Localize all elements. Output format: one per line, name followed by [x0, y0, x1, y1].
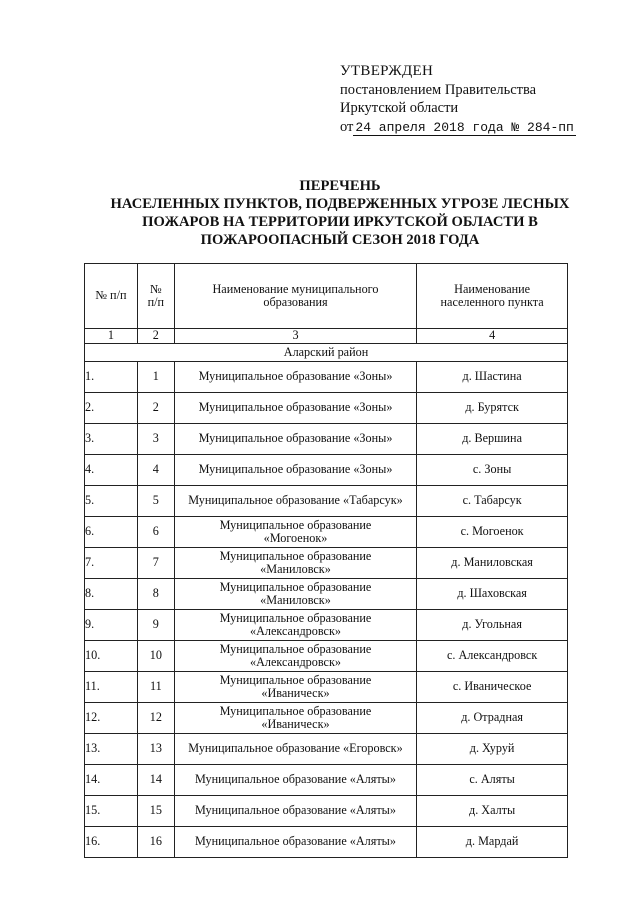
row-local-number: 1: [137, 362, 174, 393]
municipality-line-2: «Иваническ»: [261, 686, 330, 700]
municipality-line-2: «Иваническ»: [261, 717, 330, 731]
municipality-line-1: Муниципальное образование «Зоны»: [198, 369, 393, 384]
row-settlement: д. Бурятск: [417, 393, 568, 424]
municipality-line-1: Муниципальное образование: [219, 548, 372, 563]
row-settlement: д. Угольная: [417, 610, 568, 641]
municipality-line-1: Муниципальное образование: [219, 641, 372, 656]
row-settlement: д. Шаховская: [417, 579, 568, 610]
row-local-number: 13: [137, 734, 174, 765]
row-local-number: 2: [137, 393, 174, 424]
municipality-line-1: Муниципальное образование: [219, 517, 372, 532]
municipality-line-2: «Александровск»: [249, 655, 341, 669]
row-municipality: [174, 455, 416, 486]
row-overall-number: 13.: [85, 734, 138, 765]
row-overall-number: 3.: [85, 424, 138, 455]
row-overall-number: 8.: [85, 579, 138, 610]
municipality-line-1: Муниципальное образование «Аляты»: [195, 803, 396, 818]
municipality-line-1: Муниципальное образование «Аляты»: [195, 772, 396, 787]
approval-line-1: постановлением Правительства: [340, 81, 537, 98]
header-local-number-line-1: №: [149, 281, 162, 296]
municipality-line-1: Муниципальное образование «Егоровск»: [188, 741, 403, 756]
row-settlement: с. Иваническое: [417, 672, 568, 703]
row-local-number: 14: [137, 765, 174, 796]
table-row: [85, 579, 568, 610]
row-overall-number: 1.: [85, 362, 138, 393]
table-row: [85, 827, 568, 858]
row-local-number: 8: [137, 579, 174, 610]
table-header-row: [85, 264, 568, 329]
approval-date-prefix: от: [340, 118, 354, 135]
title-line-1: ПЕРЕЧЕНЬ: [299, 178, 381, 194]
row-settlement: д. Шастина: [417, 362, 568, 393]
row-settlement: с. Зоны: [417, 455, 568, 486]
row-local-number: 6: [137, 517, 174, 548]
row-settlement: с. Могоенок: [417, 517, 568, 548]
row-local-number: 5: [137, 486, 174, 517]
column-numbers-row: [85, 329, 568, 344]
table-row: [85, 548, 568, 579]
approval-date-line: [340, 118, 576, 137]
header-settlement: [417, 264, 568, 329]
header-municipality: [174, 264, 416, 329]
row-local-number: 4: [137, 455, 174, 486]
column-number: 4: [417, 329, 568, 344]
header-municipality-line-1: Наименование муниципального: [212, 281, 379, 296]
row-overall-number: 7.: [85, 548, 138, 579]
row-municipality: [174, 734, 416, 765]
district-name: Аларский район: [85, 344, 568, 362]
title-line-2: НАСЕЛЕННЫХ ПУНКТОВ, ПОДВЕРЖЕННЫХ УГРОЗЕ ЛЕСНЫХ: [110, 196, 570, 212]
municipality-line-1: Муниципальное образование «Табарсук»: [188, 493, 403, 508]
municipality-line-1: Муниципальное образование «Зоны»: [198, 400, 393, 415]
row-overall-number: 2.: [85, 393, 138, 424]
row-settlement: д. Хуруй: [417, 734, 568, 765]
row-overall-number: 6.: [85, 517, 138, 548]
row-municipality: [174, 362, 416, 393]
row-local-number: 10: [137, 641, 174, 672]
row-local-number: 15: [137, 796, 174, 827]
municipality-line-1: Муниципальное образование «Зоны»: [198, 462, 393, 477]
row-settlement: с. Аляты: [417, 765, 568, 796]
row-municipality: [174, 424, 416, 455]
row-municipality: [174, 579, 416, 610]
approval-date: 24 апреля 2018 года № 284-пп: [355, 119, 574, 135]
row-settlement: с. Александровск: [417, 641, 568, 672]
row-overall-number: 12.: [85, 703, 138, 734]
row-local-number: 3: [137, 424, 174, 455]
approval-block: [340, 62, 576, 136]
row-municipality: [174, 765, 416, 796]
row-local-number: 16: [137, 827, 174, 858]
municipality-line-2: «Маниловск»: [260, 562, 331, 576]
row-municipality: [174, 517, 416, 548]
row-overall-number: 9.: [85, 610, 138, 641]
row-local-number: 12: [137, 703, 174, 734]
row-municipality: [174, 393, 416, 424]
municipality-line-2: «Маниловск»: [260, 593, 331, 607]
header-overall-number: № п/п: [85, 264, 138, 329]
district-row: [85, 344, 568, 362]
row-municipality: [174, 486, 416, 517]
title-line-4: ПОЖАРООПАСНЫЙ СЕЗОН 2018 ГОДА: [200, 232, 480, 248]
row-settlement: д. Вершина: [417, 424, 568, 455]
municipality-line-1: Муниципальное образование: [219, 610, 372, 625]
row-municipality: [174, 827, 416, 858]
table-row: [85, 672, 568, 703]
row-settlement: д. Маниловская: [417, 548, 568, 579]
row-local-number: 9: [137, 610, 174, 641]
row-settlement: д. Мардай: [417, 827, 568, 858]
row-overall-number: 4.: [85, 455, 138, 486]
table-row: [85, 486, 568, 517]
table-row: [85, 517, 568, 548]
row-overall-number: 10.: [85, 641, 138, 672]
settlements-table: [84, 263, 568, 858]
municipality-line-1: Муниципальное образование: [219, 703, 372, 718]
row-overall-number: 5.: [85, 486, 138, 517]
title-line-3: ПОЖАРОВ НА ТЕРРИТОРИИ ИРКУТСКОЙ ОБЛАСТИ В: [142, 214, 538, 230]
table-row: [85, 641, 568, 672]
table-row: [85, 424, 568, 455]
row-municipality: [174, 796, 416, 827]
row-overall-number: 15.: [85, 796, 138, 827]
row-local-number: 7: [137, 548, 174, 579]
municipality-line-1: Муниципальное образование: [219, 579, 372, 594]
row-local-number: 11: [137, 672, 174, 703]
column-number: 3: [174, 329, 416, 344]
table-row: [85, 796, 568, 827]
row-settlement: д. Отрадная: [417, 703, 568, 734]
row-overall-number: 14.: [85, 765, 138, 796]
municipality-line-2: «Александровск»: [249, 624, 341, 638]
row-municipality: [174, 641, 416, 672]
table-row: [85, 610, 568, 641]
header-settlement-line-1: Наименование: [454, 281, 531, 296]
row-overall-number: 16.: [85, 827, 138, 858]
row-settlement: с. Табарсук: [417, 486, 568, 517]
header-settlement-line-2: населенного пункта: [440, 295, 544, 309]
table-row: [85, 393, 568, 424]
municipality-line-2: «Могоенок»: [263, 531, 328, 545]
municipality-line-1: Муниципальное образование: [219, 672, 372, 687]
header-local-number: [137, 264, 174, 329]
approval-line-2: Иркутской области: [340, 100, 459, 116]
row-municipality: [174, 610, 416, 641]
table-row: [85, 734, 568, 765]
row-overall-number: 11.: [85, 672, 138, 703]
header-municipality-line-2: образования: [263, 295, 328, 309]
row-municipality: [174, 703, 416, 734]
header-local-number-line-2: п/п: [147, 295, 165, 309]
municipality-line-1: Муниципальное образование «Аляты»: [195, 834, 396, 849]
row-settlement: д. Халты: [417, 796, 568, 827]
table-row: [85, 455, 568, 486]
document-title: [70, 177, 610, 249]
table-row: [85, 703, 568, 734]
row-municipality: [174, 548, 416, 579]
approval-heading: УТВЕРЖДЕН: [340, 63, 434, 79]
column-number: 2: [137, 329, 174, 344]
table-row: [85, 362, 568, 393]
column-number: 1: [85, 329, 138, 344]
row-municipality: [174, 672, 416, 703]
table-row: [85, 765, 568, 796]
municipality-line-1: Муниципальное образование «Зоны»: [198, 431, 393, 446]
